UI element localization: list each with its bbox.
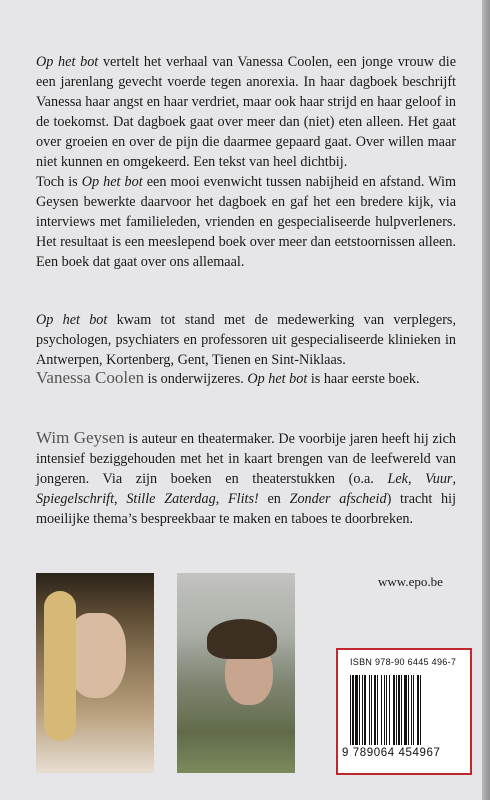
work-title: Zonder afscheid bbox=[289, 491, 387, 507]
author-name-wim: Wim Geysen bbox=[36, 428, 125, 447]
intro-text-2b: een mooi evenwicht tussen nabijheid en afstand. Wim Geysen bewerkte daarvoor het dagboek en gaf het een bredere kijk, via interviews met familieleden, vrienden en gespecialiseerde hulpverleners. Het resultaat is een meeslepend boek over meer dan eetstoornissen alleen. Een boek dat gaat over ons allemaal. bbox=[36, 174, 456, 270]
collaboration-text: kwam tot stand met de medewerking van verplegers, psychologen, psychiaters en professoren uit gespecialiseerde klinieken in Antwerpen, Kortenberg, Gent, Tienen en Sint-Niklaas. bbox=[36, 312, 456, 368]
isbn-label: ISBN 978-90 6445 496-7 bbox=[350, 657, 457, 667]
publisher-website[interactable]: www.epo.be bbox=[378, 574, 443, 589]
barcode-box bbox=[336, 648, 472, 775]
separator: , bbox=[215, 491, 228, 507]
book-title: Op het bot bbox=[81, 174, 143, 190]
work-title: Lek bbox=[387, 471, 408, 487]
work-title: Flits! bbox=[227, 491, 259, 507]
vanessa-text-b: is haar eerste boek. bbox=[307, 371, 420, 387]
work-title: Vuur bbox=[425, 471, 453, 487]
book-title: Op het bot bbox=[36, 54, 99, 70]
separator: en bbox=[258, 491, 290, 507]
book-title: Op het bot bbox=[247, 371, 308, 387]
vanessa-text-a: is onderwijzeres. bbox=[144, 371, 248, 387]
author-vanessa-paragraph bbox=[36, 368, 456, 389]
collaboration-paragraph bbox=[36, 310, 456, 370]
author-photo-vanessa bbox=[36, 573, 154, 773]
barcode-digits: 9 789064 454967 bbox=[342, 747, 441, 759]
intro-paragraph-1 bbox=[36, 52, 456, 172]
intro-text-2a: Toch is bbox=[36, 174, 82, 190]
author-name-vanessa: Vanessa Coolen bbox=[36, 368, 145, 387]
intro-text-1: vertelt het verhaal van Vanessa Coolen, een jonge vrouw die een jarenlang gevecht voerde tegen anorexia. In haar dagboek beschrijft Vanessa haar angst en haar verdriet, maar ook haar strijd en haar geloof in de toekomst. Dat dagboek gaat over meer dan (niet) eten alleen. Het gaat over groeien en over de pijn die daarmee gepaard gaat. Over willen maar niet kunnen en omgekeerd. Een tekst van heel dichtbij. bbox=[36, 54, 456, 170]
intro-paragraph-2 bbox=[36, 172, 456, 272]
blurb-intro bbox=[36, 52, 456, 272]
work-title: Spiegelschrift bbox=[36, 491, 115, 507]
author-wim-paragraph bbox=[36, 428, 456, 529]
barcode-bars bbox=[350, 675, 462, 745]
wim-text-a: is auteur en theatermaker. De voorbije jaren heeft hij zich intensief beziggehouden met het in kaart brengen van de leefwereld van jongeren. Via zijn boeken en theaterstukken (o.a. bbox=[36, 431, 456, 487]
cover-edge bbox=[482, 0, 490, 800]
author-photo-wim bbox=[177, 573, 295, 773]
wim-text-b: ) tracht hij moeilijke thema’s bespreekbaar te maken en taboes te doorbreken. bbox=[36, 491, 457, 527]
separator: , bbox=[452, 471, 456, 487]
book-title: Op het bot bbox=[36, 312, 108, 328]
separator: , bbox=[407, 471, 426, 487]
work-title: Stille Zaterdag bbox=[126, 491, 216, 507]
separator: , bbox=[114, 491, 127, 507]
